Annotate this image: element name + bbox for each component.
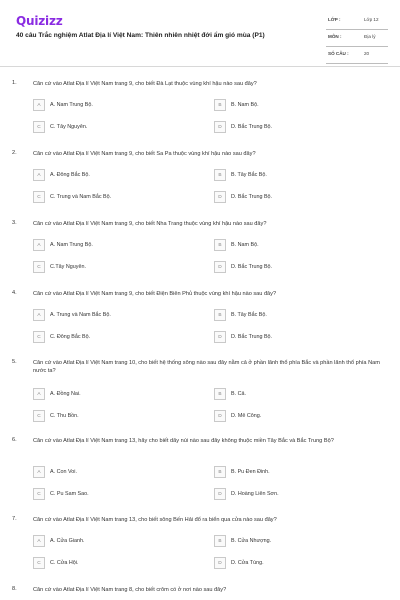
meta-label: SỐ CÂU : xyxy=(328,51,349,56)
option-letter-box: A xyxy=(33,309,45,321)
option-text: D. Hoàng Liên Sơn. xyxy=(231,491,279,497)
option-text: C. Đông Bắc Bộ. xyxy=(50,334,91,340)
question-number: 6. xyxy=(12,437,17,443)
question-number: 1. xyxy=(12,80,17,86)
answer-option-c[interactable] xyxy=(33,488,183,500)
option-letter-box: A xyxy=(33,239,45,251)
question-number: 4. xyxy=(12,290,17,296)
option-text: B. Nam Bộ. xyxy=(231,242,259,248)
answer-option-a[interactable] xyxy=(33,239,183,251)
answer-option-c[interactable] xyxy=(33,557,183,569)
option-letter-box: B xyxy=(214,466,226,478)
answer-option-a[interactable] xyxy=(33,309,183,321)
answer-option-b[interactable] xyxy=(214,239,364,251)
question-number: 2. xyxy=(12,150,17,156)
option-letter-box: D xyxy=(214,488,226,500)
question-number: 5. xyxy=(12,359,17,365)
option-text: D. Bắc Trung Bộ. xyxy=(231,264,273,270)
answer-option-d[interactable] xyxy=(214,121,364,133)
option-letter-box: C xyxy=(33,557,45,569)
answer-option-d[interactable] xyxy=(214,488,364,500)
meta-value: Lớp 12 xyxy=(364,17,379,22)
option-letter-box: A xyxy=(33,535,45,547)
option-text: B. Cửa Nhượng. xyxy=(231,538,272,544)
meta-value: Địa lý xyxy=(364,34,376,39)
option-text: A. Nam Trung Bộ. xyxy=(50,102,93,108)
option-text: C. Cửa Hội. xyxy=(50,560,79,566)
question-number: 7. xyxy=(12,516,17,522)
question-number: 8. xyxy=(12,586,17,592)
question-text: Căn cứ vào Atlat Địa lí Việt Nam trang 13, hãy cho biết dãy núi nào sau đây không thuộc miền Tây Bắc và Bắc Trung Bộ? xyxy=(33,438,334,444)
question-text: Căn cứ vào Atlat Địa lí Việt Nam trang 8, cho biết crôm có ở nơi nào sau đây? xyxy=(33,587,227,593)
answer-option-c[interactable] xyxy=(33,191,183,203)
option-letter-box: C xyxy=(33,331,45,343)
option-letter-box: D xyxy=(214,331,226,343)
option-letter-box: A xyxy=(33,99,45,111)
option-letter-box: A xyxy=(33,169,45,181)
worksheet-title: 40 câu Trắc nghiệm Atlat Địa lí Việt Nam: Thiên nhiên nhiệt đới ẩm gió mùa (P1) xyxy=(16,32,265,39)
answer-option-b[interactable] xyxy=(214,535,364,547)
option-letter-box: D xyxy=(214,191,226,203)
question-text: Căn cứ vào Atlat Địa lí Việt Nam trang 10, cho biết hệ thống sông nào sau đây nằm cả ở phần lãnh thổ phía Bắc và phần lãnh thổ phía Nam nước ta? xyxy=(33,360,380,375)
option-text: B. Pu Đen Đinh. xyxy=(231,469,270,475)
option-text: A. Cửa Gianh. xyxy=(50,538,85,544)
option-letter-box: D xyxy=(214,121,226,133)
answer-option-b[interactable] xyxy=(214,466,364,478)
answer-option-c[interactable] xyxy=(33,261,183,273)
question-text: Căn cứ vào Atlat Địa lí Việt Nam trang 13, cho biết sông Bến Hải đổ ra biển qua cửa nào sau đây? xyxy=(33,517,277,523)
option-text: B. Tây Bắc Bộ. xyxy=(231,172,267,178)
option-letter-box: B xyxy=(214,239,226,251)
option-text: B. Tây Bắc Bộ. xyxy=(231,312,267,318)
question-text: Căn cứ vào Atlat Địa lí Việt Nam trang 9, cho biết Sa Pa thuộc vùng khí hậu nào sau đây? xyxy=(33,151,256,157)
option-text: A. Đồng Nai. xyxy=(50,391,81,397)
option-text: D. Cửa Tùng. xyxy=(231,560,264,566)
option-letter-box: B xyxy=(214,388,226,400)
option-text: C. Pu Sam Sao. xyxy=(50,491,89,497)
question-text: Căn cứ vào Atlat Địa lí Việt Nam trang 9, cho biết Đà Lạt thuộc vùng khí hậu nào sau đây? xyxy=(33,81,257,87)
answer-option-c[interactable] xyxy=(33,121,183,133)
option-letter-box: C xyxy=(33,410,45,422)
option-letter-box: D xyxy=(214,557,226,569)
meta-label: MÔN : xyxy=(328,34,342,39)
option-letter-box: B xyxy=(214,99,226,111)
quizizz-logo: Quizizz xyxy=(16,14,63,28)
option-letter-box: C xyxy=(33,261,45,273)
option-text: D. Bắc Trung Bộ. xyxy=(231,124,273,130)
option-letter-box: D xyxy=(214,410,226,422)
answer-option-c[interactable] xyxy=(33,331,183,343)
option-letter-box: C xyxy=(33,121,45,133)
answer-option-a[interactable] xyxy=(33,388,183,400)
answer-option-a[interactable] xyxy=(33,535,183,547)
answer-option-a[interactable] xyxy=(33,99,183,111)
answer-option-d[interactable] xyxy=(214,261,364,273)
answer-option-b[interactable] xyxy=(214,99,364,111)
option-text: B. Nam Bộ. xyxy=(231,102,259,108)
answer-option-d[interactable] xyxy=(214,557,364,569)
option-text: C. Tây Nguyên. xyxy=(50,124,88,130)
option-text: C.Tây Nguyên. xyxy=(50,264,86,270)
answer-option-a[interactable] xyxy=(33,169,183,181)
answer-option-d[interactable] xyxy=(214,410,364,422)
answer-option-a[interactable] xyxy=(33,466,183,478)
option-text: D. Mê Công. xyxy=(231,413,262,419)
option-text: A. Trung và Nam Bắc Bộ. xyxy=(50,312,111,318)
question-text: Căn cứ vào Atlat Địa lí Việt Nam trang 9, cho biết Điện Biên Phủ thuộc vùng khí hậu nào sau đây? xyxy=(33,291,277,297)
answer-option-b[interactable] xyxy=(214,309,364,321)
option-text: C. Thu Bồn. xyxy=(50,413,79,419)
option-letter-box: A xyxy=(33,466,45,478)
option-letter-box: B xyxy=(214,535,226,547)
option-text: A. Con Voi. xyxy=(50,469,77,475)
option-letter-box: D xyxy=(214,261,226,273)
meta-label: LỚP : xyxy=(328,17,341,22)
option-letter-box: B xyxy=(214,309,226,321)
option-letter-box: C xyxy=(33,488,45,500)
meta-value: 20 xyxy=(364,51,370,56)
option-letter-box: B xyxy=(214,169,226,181)
option-text: C. Trung và Nam Bắc Bộ. xyxy=(50,194,112,200)
option-letter-box: A xyxy=(33,388,45,400)
option-letter-box: C xyxy=(33,191,45,203)
answer-option-b[interactable] xyxy=(214,388,364,400)
option-text: A. Nam Trung Bộ. xyxy=(50,242,93,248)
option-text: A. Đông Bắc Bộ. xyxy=(50,172,90,178)
answer-option-b[interactable] xyxy=(214,169,364,181)
option-text: D. Bắc Trung Bộ. xyxy=(231,334,273,340)
option-text: D. Bắc Trung Bộ. xyxy=(231,194,273,200)
answer-option-d[interactable] xyxy=(214,331,364,343)
question-text: Căn cứ vào Atlat Địa lí Việt Nam trang 9, cho biết Nha Trang thuộc vùng khí hậu nào sau đây? xyxy=(33,221,267,227)
answer-option-c[interactable] xyxy=(33,410,183,422)
answer-option-d[interactable] xyxy=(214,191,364,203)
option-text: B. Cả. xyxy=(231,391,246,397)
question-number: 3. xyxy=(12,220,17,226)
